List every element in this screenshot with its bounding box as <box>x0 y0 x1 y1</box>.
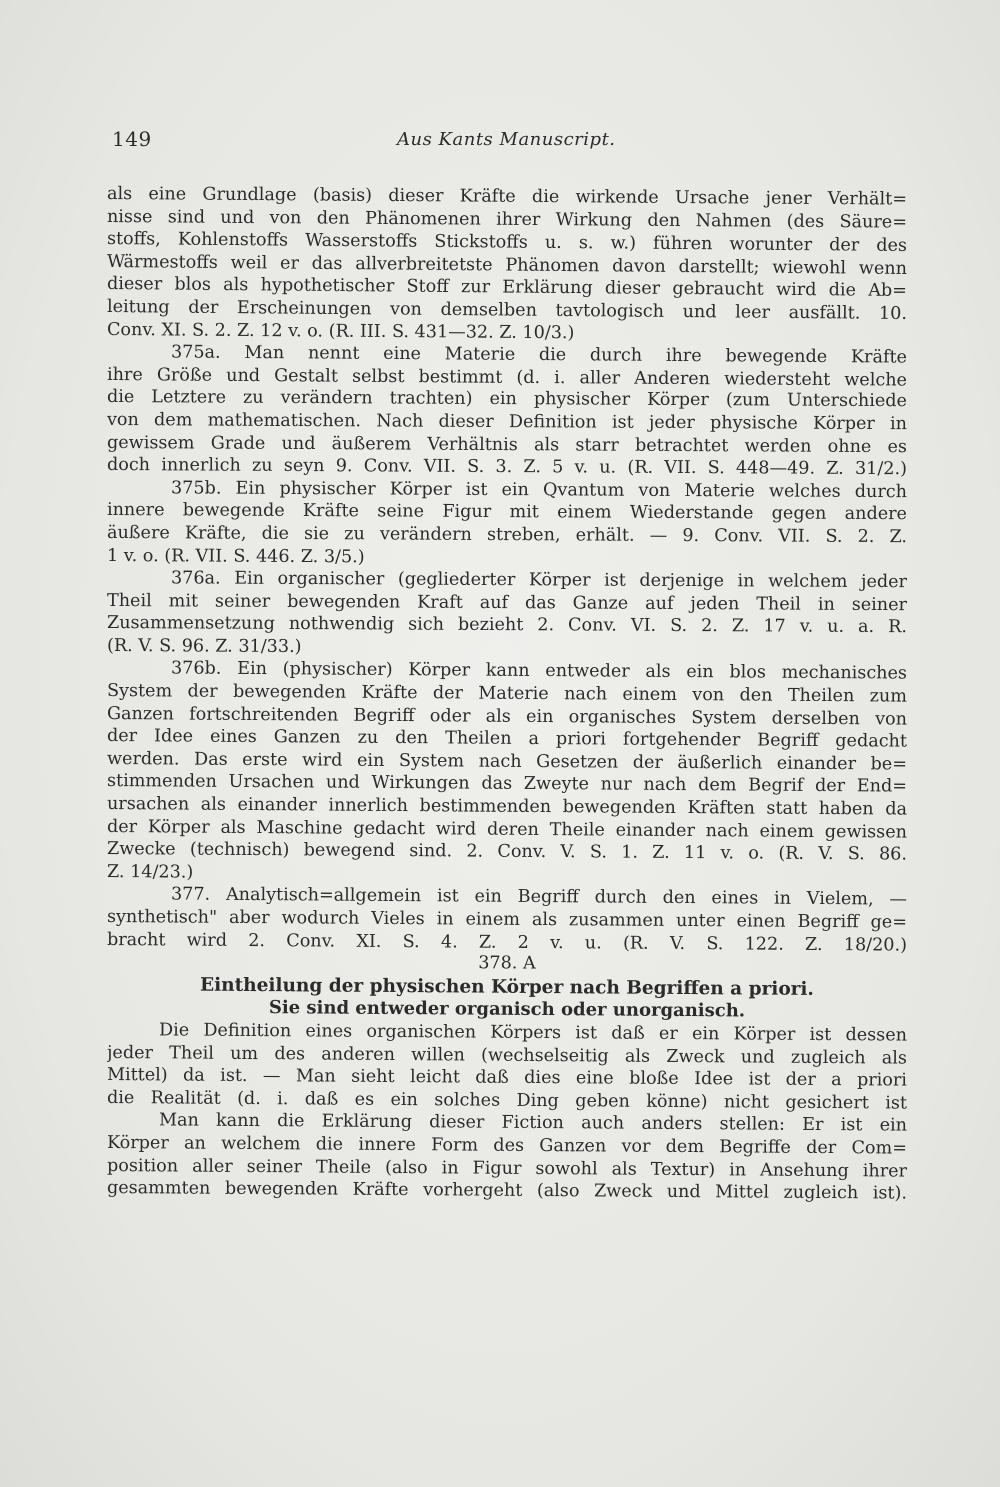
paragraph-375a: 375a. Man nennt eine Materie die durch ihre bewegende Kräfte <box>170 342 908 368</box>
text-line: 1 v. o. (R. VII. S. 446. Z. 3/5.) <box>106 545 365 567</box>
text-line: der Körper als Maschine gedacht wird deren Theile einander nach einem gewissen <box>106 816 908 843</box>
text-line: der Idee eines Ganzen zu den Theilen a priori fortgehender Begriff gedacht <box>106 726 908 752</box>
text-line: Zusammensetzung nothwendig sich bezieht 2. Conv. VI. S. 2. Z. 17 v. u. a. R. <box>106 613 908 638</box>
text-line: jeder Theil um des anderen willen (wechselseitig als Zweck und zugleich als <box>106 1042 908 1069</box>
text-line: gewissem Grade und äußerem Verhältnis als starr betrachtet werden ohne es <box>106 432 908 457</box>
text-line: Theil mit seiner bewegenden Kraft auf das Ganze auf jeden Theil in seiner <box>106 590 908 615</box>
text-line: innere bewegende Kräfte seine Figur mit einem Wiederstande gegen andere <box>106 500 908 525</box>
text-line: stimmenden Ursachen und Wirkungen das Zweyte nur nach dem Begrif der End= <box>106 771 908 798</box>
text-line: stoffs, Kohlenstoffs Wasserstoffs Stickstoffs u. s. w.) führen worunter der des <box>106 229 908 257</box>
text-line: leitung der Erscheinungen von demselben tavtologisch und leer ausfällt. 10. <box>106 296 908 324</box>
page-number: 149 <box>112 127 152 151</box>
section-number-378: 378. A <box>478 953 536 974</box>
text-line: synthetisch" aber wodurch Vieles in einem als zusammen unter einen Begriff ge= <box>106 907 908 933</box>
text-line: gesammten bewegenden Kräfte vorhergeht (also Zweck und Mittel zugleich ist). <box>106 1178 908 1204</box>
text-line: ihre Größe und Gestalt selbst bestimmt (d. i. aller Anderen wiedersteht welche <box>106 364 908 391</box>
section-heading: Eintheilung der physischen Körper nach Begriffen a priori. <box>200 974 814 1000</box>
section-subheading: Sie sind entweder organisch oder unorganisch. <box>268 997 746 1022</box>
text-line: von dem mathematischen. Nach dieser Definition ist jeder physische Körper in <box>106 409 908 435</box>
text-line: als eine Grundlage (basis) dieser Kräfte die wirkende Ursache jener Verhält= <box>106 184 908 210</box>
paragraph-377: 377. Analytisch=allgemein ist ein Begriff durch den eines in Vielem, — <box>170 884 908 910</box>
text-line: System der bewegenden Kräfte der Materie nach einem von den Theilen zum <box>106 681 908 707</box>
text-line: ursachen als einander innerlich bestimmenden bewegenden Kräften statt haben da <box>106 794 908 820</box>
paragraph-375b: 375b. Ein physischer Körper ist ein Qvantum von Materie welches durch <box>170 478 908 502</box>
running-title: Aus Kants Manuscript. <box>397 129 616 150</box>
text-line: position aller seiner Theile (also in Figur sowohl als Textur) in Ansehung ihrer <box>106 1155 908 1182</box>
text-line: die Realität (d. i. daß es ein solches Ding geben könne) nicht gesichert ist <box>106 1087 908 1114</box>
text-line: Körper an welchem die innere Form des Ganzen vor dem Begriffe der Com= <box>106 1132 908 1159</box>
paragraph-376b: 376b. Ein (physischer) Körper kann entweder als ein blos mechanisches <box>170 658 908 685</box>
page-header <box>112 127 908 157</box>
text-line: die Letztere zu verändern trachten) ein physischer Körper (zum Unterschiede <box>106 387 908 412</box>
text-line: nisse sind und von den Phänomenen ihrer Wirkung den Nahmen (des Säure= <box>106 206 908 233</box>
text-line: dieser blos als hypothetischer Stoff zur Erklärung dieser gebraucht wird die Ab= <box>106 274 908 302</box>
text-line: doch innerlich zu seyn 9. Conv. VII. S. 3. Z. 5 v. u. (R. VII. S. 448—49. Z. 31/2.) <box>106 455 908 480</box>
text-line: Zwecke (technisch) bewegend sind. 2. Conv. V. S. 1. Z. 11 v. o. (R. V. S. 86. <box>106 839 908 865</box>
text-line: Wärmestoffs weil er das allverbreitetste Phänomen davon darstellt; wiewohl wenn <box>106 251 908 279</box>
text-line: Ganzen fortschreitenden Begriff oder als ein organisches System derselben von <box>106 703 908 730</box>
text-line: Mittel) da ist. — Man sieht leicht daß dies eine bloße Idee ist der a priori <box>106 1065 908 1091</box>
paragraph-376a: 376a. Ein organischer (gegliederter Körper ist derjenige in welchem jeder <box>170 568 908 593</box>
text-line: Z. 14/23.) <box>106 861 194 883</box>
text-line: äußere Kräfte, die sie zu verändern streben, erhält. — 9. Conv. VII. S. 2. Z. <box>106 522 908 548</box>
text-line: werden. Das erste wird ein System nach Gesetzen der äußerlich einander be= <box>106 748 908 775</box>
paragraph-378: Die Definition eines organischen Körpers ist daß er ein Körper ist dessen <box>158 1020 908 1046</box>
text-line: bracht wird 2. Conv. XI. S. 4. Z. 2 v. u. (R. V. S. 122. Z. 18/20.) <box>106 929 908 956</box>
text-line: (R. V. S. 96. Z. 31/33.) <box>106 635 302 657</box>
text-line: Conv. XI. S. 2. Z. 12 v. o. (R. III. S. 431—32. Z. 10/3.) <box>106 319 575 343</box>
body-text <box>106 183 908 1204</box>
paragraph-378-continued: Man kann die Erklärung dieser Fiction auch anders stellen: Er ist ein <box>158 1110 908 1136</box>
